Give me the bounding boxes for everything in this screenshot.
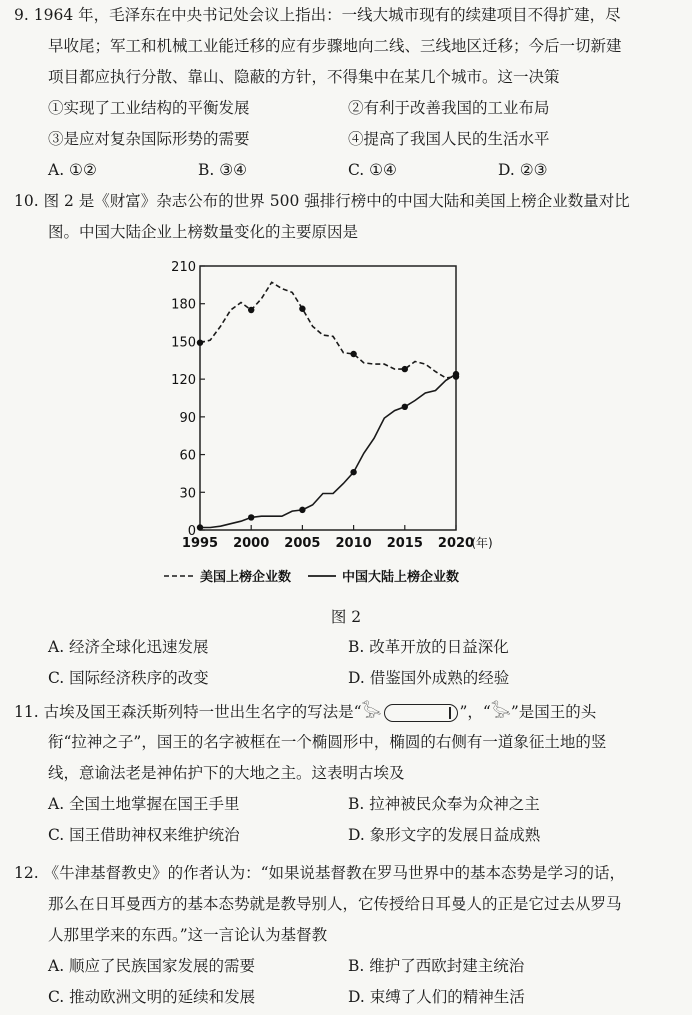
statement-row [14,93,678,124]
y-tick-label: 210 [171,260,196,275]
option-row [14,632,678,663]
us-data-point [299,306,305,312]
question-text: 图。中国大陆企业上榜数量变化的主要原因是 [48,223,359,241]
option-row [14,789,678,820]
statement: ①实现了工业结构的平衡发展 [48,99,250,117]
question-text: 人那里学来的东西。”这一言论认为基督教 [48,926,328,944]
legend-label-china: 中国大陆上榜企业数 [342,570,460,585]
statement: ④提高了我国人民的生活水平 [348,130,550,148]
x-tick-label: 2010 [335,536,372,551]
option-d[interactable]: D. 借鉴国外成熟的经验 [348,669,510,687]
y-tick-label: 180 [171,297,196,313]
option-row [14,951,678,982]
question-10-options [14,632,678,694]
china-data-point [453,371,459,377]
option-d[interactable]: D. 束缚了人们的精神生活 [348,988,525,1006]
china-data-point [197,524,203,530]
option-c[interactable]: C. 国王借助神权来维护统治 [48,826,240,844]
question-text: 《牛津基督教史》的作者认为：“如果说基督教在罗马世界中的基本态势是学习的话， [43,864,626,882]
option-a[interactable]: A. 顺应了民族国家发展的需要 [48,957,256,975]
x-tick-label: 2000 [233,536,270,551]
y-tick-label: 60 [179,448,196,464]
y-tick-label: 30 [179,486,196,502]
option-d[interactable]: D. 象形文字的发展日益成熟 [348,826,541,844]
option-row [14,982,678,1013]
china-series-line [200,374,456,527]
question-text: 图 2 是《财富》杂志公布的世界 500 强排行榜中的中国大陆和美国上榜企业数量对比 [43,192,630,210]
statement-row [14,124,678,155]
bird-sun-hieroglyph-icon: 𓅭 [490,702,511,721]
option-a[interactable]: A. ①② [48,161,97,179]
figure-2-line-chart [150,252,530,602]
option-b[interactable]: B. ③④ [198,161,248,179]
bird-hieroglyph-icon: 𓅭 [361,702,382,721]
option-row [14,155,678,186]
us-data-point [402,366,408,372]
question-10 [14,186,678,248]
x-tick-label: 2005 [284,536,321,551]
cartouche-icon [384,704,458,722]
option-c[interactable]: C. 国际经济秩序的改变 [48,669,209,687]
question-number: 12. [14,864,39,882]
china-data-point [350,469,356,475]
statement: ③是应对复杂国际形势的需要 [48,130,250,148]
question-text: 项目都应执行分散、靠山、隐蔽的方针，不得集中在某几个城市。这一决策 [48,68,560,86]
option-row [14,820,678,851]
option-row [14,663,678,694]
question-text: 早收尾；军工和机械工业能迁移的应有步骤地向二线、三线地区迁移；今后一切新建 [48,37,622,55]
question-text: 1964 年，毛泽东在中央书记处会议上指出：一线大城市现有的续建项目不得扩建，尽 [33,6,621,24]
china-data-point [402,404,408,410]
question-text: ”，“ [459,703,491,721]
statement: ②有利于改善我国的工业布局 [348,99,550,117]
question-number: 10. [14,192,39,210]
x-tick-label: 2020 [437,536,475,551]
china-data-point [299,507,305,513]
question-text: 线，意谕法老是神佑护下的大地之主。这表明古埃及 [48,764,405,782]
y-tick-label: 150 [171,335,196,351]
question-text: ”是国王的头 [510,703,597,721]
x-tick-label: 2015 [386,536,423,551]
x-axis-unit: (年) [471,536,493,550]
option-c[interactable]: C. ①④ [348,161,397,179]
figure-caption: 图 2 [330,608,362,626]
question-number: 11. [14,703,39,721]
question-text: 那么在日耳曼西方的基本态势就是教导别人，它传授给日耳曼人的正是它过去从罗马 [48,895,622,913]
y-tick-label: 0 [187,524,196,539]
option-b[interactable]: B. 拉神被民众奉为众神之主 [348,795,540,813]
option-d[interactable]: D. ②③ [498,161,548,179]
option-c[interactable]: C. 推动欧洲文明的延续和发展 [48,988,256,1006]
legend-label-us: 美国上榜企业数 [200,570,292,585]
us-data-point [350,351,356,357]
x-tick-label: 1995 [181,536,219,551]
china-data-point [248,514,254,520]
option-a[interactable]: A. 经济全球化迅速发展 [48,638,209,656]
y-tick-label: 90 [179,410,196,426]
question-text: 衔“拉神之子”，国王的名字被框在一个椭圆形中，椭圆的右侧有一道象征土地的竖 [48,733,607,751]
us-data-point [248,307,254,313]
question-text: 古埃及国王森沃斯列特一世出生名字的写法是“ [43,703,362,721]
question-number: 9. [14,6,29,24]
us-series-line [200,282,456,378]
option-b[interactable]: B. 维护了西欧封建主统治 [348,957,525,975]
option-b[interactable]: B. 改革开放的日益深化 [348,638,509,656]
question-12 [14,858,678,1013]
option-a[interactable]: A. 全国土地掌握在国王手里 [48,795,240,813]
question-11 [14,696,678,851]
y-tick-label: 120 [171,373,196,389]
question-9 [14,0,678,186]
us-data-point [197,339,203,345]
